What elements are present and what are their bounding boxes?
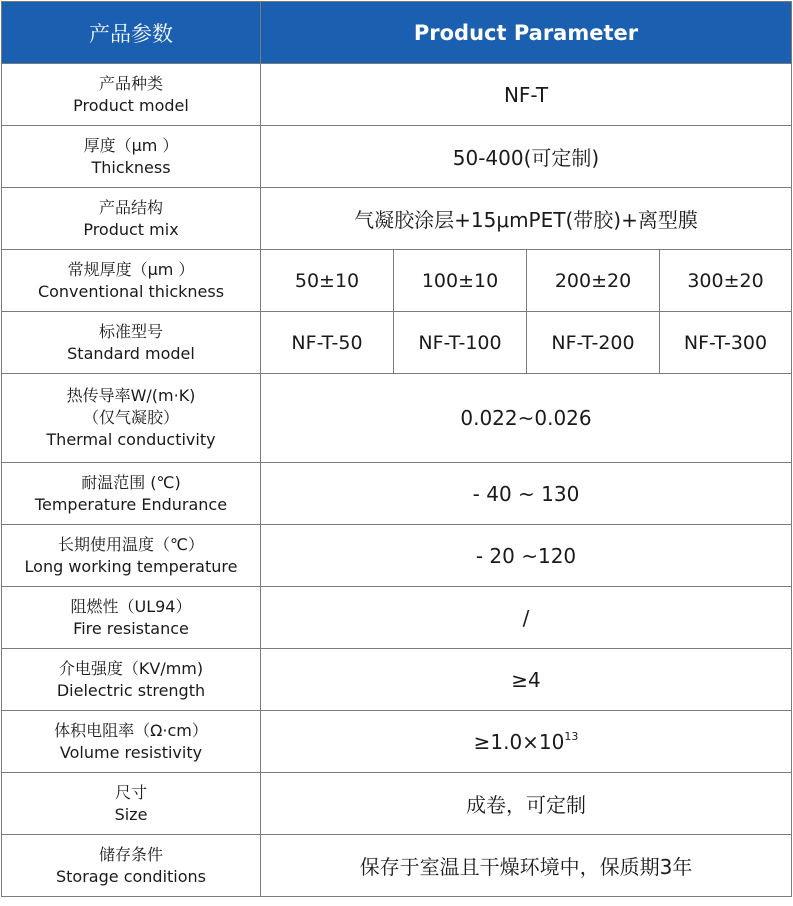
value-volume-resistivity	[261, 711, 792, 773]
label-zh: 储存条件	[98, 844, 163, 864]
value-storage-conditions: 保存于室温且干燥环境中，保质期3年	[261, 835, 792, 897]
value-volume-resistivity-exponent: 13	[564, 729, 579, 743]
label-en: Conventional thickness	[37, 281, 225, 301]
row-conventional-thickness	[2, 250, 792, 312]
label-en: Product mix	[83, 219, 179, 239]
value-fire-resistance: /	[261, 587, 792, 649]
row-product-model	[2, 64, 792, 126]
label-en: Long working temperature	[24, 556, 238, 576]
label-dielectric-strength	[2, 649, 261, 711]
label-zh: 体积电阻率（Ω·cm）	[54, 720, 208, 740]
label-en: Volume resistivity	[59, 742, 203, 762]
row-fire-resistance	[2, 587, 792, 649]
row-product-mix	[2, 188, 792, 250]
value-dielectric-strength: ≥4	[261, 649, 792, 711]
label-zh: 长期使用温度（℃）	[58, 534, 204, 554]
label-zh-note: （仅气凝胶）	[82, 408, 179, 427]
value-thermal-conductivity: 0.022~0.026	[261, 374, 792, 463]
label-size	[2, 773, 261, 835]
value-standard-model-3: NF-T-200	[527, 312, 660, 374]
label-en: Product model	[73, 95, 189, 115]
row-standard-model	[2, 312, 792, 374]
value-product-mix: 气凝胶涂层+15μmPET(带胶)+离型膜	[261, 188, 792, 250]
label-zh: 常规厚度（μm ）	[67, 259, 195, 279]
label-en: Temperature Endurance	[34, 494, 228, 514]
label-zh: 产品结构	[98, 197, 163, 217]
label-conventional-thickness	[2, 250, 261, 312]
label-zh: 介电强度（KV/mm)	[58, 658, 204, 678]
label-zh: 阻燃性（UL94）	[70, 596, 192, 616]
label-en: Thickness	[91, 157, 171, 177]
row-thermal-conductivity	[2, 374, 792, 463]
row-thickness	[2, 126, 792, 188]
row-long-working-temperature	[2, 525, 792, 587]
product-parameter-table	[1, 1, 792, 897]
label-storage-conditions	[2, 835, 261, 897]
label-fire-resistance	[2, 587, 261, 649]
value-size: 成卷，可定制	[261, 773, 792, 835]
label-thermal-conductivity	[2, 374, 261, 463]
row-dielectric-strength	[2, 649, 792, 711]
label-temperature-endurance	[2, 463, 261, 525]
label-en: Thermal conductivity	[46, 430, 216, 449]
value-conventional-thickness-3: 200±20	[527, 250, 660, 312]
value-conventional-thickness-1: 50±10	[261, 250, 394, 312]
label-zh: 热传导率W/(m·K)	[66, 386, 196, 405]
label-product-model	[2, 64, 261, 126]
label-zh: 厚度（μm ）	[83, 135, 179, 155]
label-zh: 标准型号	[98, 321, 163, 341]
value-standard-model-1: NF-T-50	[261, 312, 394, 374]
row-size	[2, 773, 792, 835]
header-product-parameter: Product Parameter	[261, 2, 792, 64]
value-conventional-thickness-2: 100±10	[394, 250, 527, 312]
label-standard-model	[2, 312, 261, 374]
value-product-model: NF-T	[261, 64, 792, 126]
label-en: Dielectric strength	[56, 680, 206, 700]
value-standard-model-2: NF-T-100	[394, 312, 527, 374]
value-thickness: 50-400(可定制)	[261, 126, 792, 188]
value-long-working-temperature: - 20 ~120	[261, 525, 792, 587]
label-thickness	[2, 126, 261, 188]
label-zh: 产品种类	[98, 73, 163, 93]
label-zh: 耐温范围 (℃)	[81, 472, 181, 492]
row-temperature-endurance	[2, 463, 792, 525]
label-zh: 尺寸	[114, 782, 147, 802]
label-product-mix	[2, 188, 261, 250]
row-storage-conditions	[2, 835, 792, 897]
value-conventional-thickness-4: 300±20	[660, 250, 792, 312]
label-en: Size	[114, 804, 148, 824]
label-en: Fire resistance	[73, 618, 189, 638]
label-long-working-temperature	[2, 525, 261, 587]
value-standard-model-4: NF-T-300	[660, 312, 792, 374]
label-en: Standard model	[67, 343, 195, 363]
header-parameters-zh: 产品参数	[2, 2, 261, 64]
row-volume-resistivity	[2, 711, 792, 773]
value-volume-resistivity-base: ≥1.0×10	[473, 729, 565, 754]
label-en: Storage conditions	[56, 866, 206, 886]
label-volume-resistivity	[2, 711, 261, 773]
value-temperature-endurance: - 40 ~ 130	[261, 463, 792, 525]
